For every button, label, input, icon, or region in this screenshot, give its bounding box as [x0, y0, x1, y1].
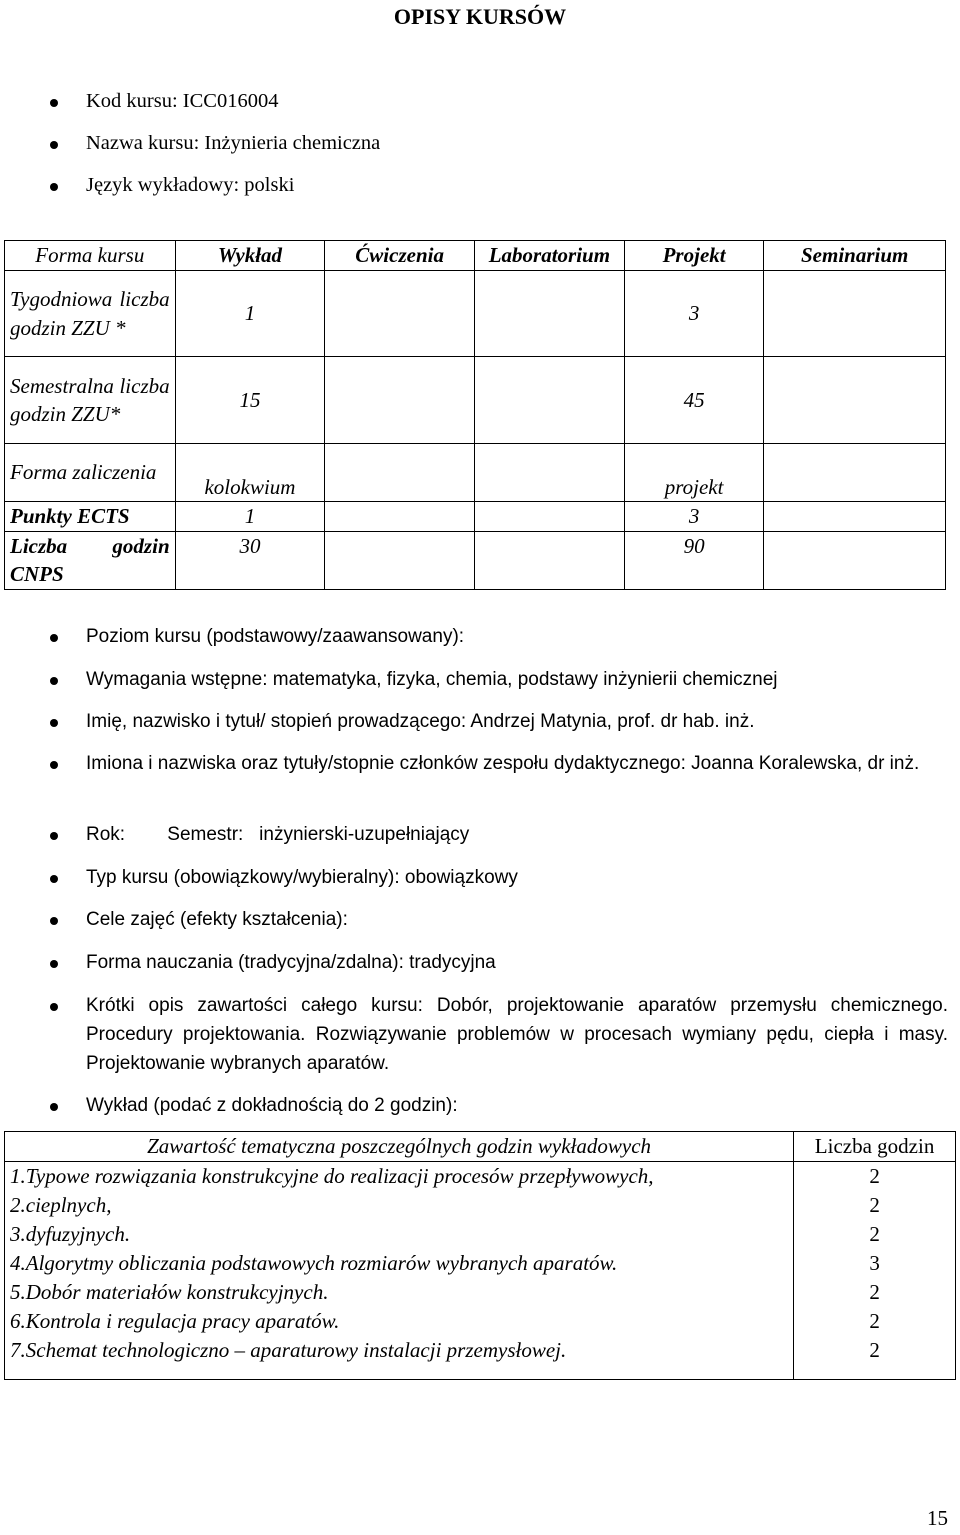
topic-item: 7.Schemat technologiczno – aparaturowy instalacji przemysłowej. [10, 1338, 567, 1362]
row-label: Semestralna liczba godzin ZZU* [5, 357, 176, 444]
column-header: Seminarium [764, 241, 946, 271]
hours-value: 2 [869, 1193, 880, 1217]
topic-item: 2.cieplnych, [10, 1193, 112, 1217]
table-cell [474, 502, 624, 532]
list-item: Język wykładowy: polski [50, 171, 948, 200]
list-item: Kod kursu: ICC016004 [50, 87, 948, 116]
list-item: Wymagania wstępne: matematyka, fizyka, chemia, podstawy inżynierii chemicznej [50, 665, 948, 694]
table-cell [325, 444, 475, 502]
table-cell [325, 357, 475, 444]
list-item: Wykład (podać z dokładnością do 2 godzin): [50, 1091, 948, 1120]
table-cell [474, 444, 624, 502]
bullet-icon [50, 761, 58, 769]
table-cell: 3 [624, 502, 764, 532]
column-header: Liczba godzin [794, 1132, 956, 1162]
hours-value: 2 [869, 1338, 880, 1362]
column-header: Projekt [624, 241, 764, 271]
table-cell [325, 531, 475, 589]
page-title: OPISY KURSÓW [393, 4, 567, 29]
table-row [5, 531, 946, 589]
topic-item: 5.Dobór materiałów konstrukcyjnych. [10, 1280, 329, 1304]
list-item: Poziom kursu (podstawowy/zaawansowany): [50, 622, 948, 651]
column-header: Wykład [175, 241, 325, 271]
topic-item: 3.dyfuzyjnych. [10, 1222, 131, 1246]
table-cell: 90 [624, 531, 764, 589]
table-cell [764, 531, 946, 589]
bullet-icon [50, 183, 58, 191]
list-item: Imię, nazwisko i tytuł/ stopień prowadzącego: Andrzej Matynia, prof. dr hab. inż. [50, 707, 948, 736]
table-cell [764, 444, 946, 502]
bullet-icon [50, 875, 58, 883]
table-cell [764, 271, 946, 357]
row-label: Liczba godzin CNPS [5, 531, 176, 589]
column-header: Ćwiczenia [325, 241, 475, 271]
table-cell: 15 [175, 357, 325, 444]
table-header-row [5, 241, 946, 271]
table-cell [474, 271, 624, 357]
column-header: Laboratorium [474, 241, 624, 271]
bullet-icon [50, 1103, 58, 1111]
bullet-icon [50, 719, 58, 727]
list-item: Nazwa kursu: Inżynieria chemiczna [50, 129, 948, 158]
table-row [5, 271, 946, 357]
bullet-icon [50, 634, 58, 642]
table-cell: 1 [175, 502, 325, 532]
table-header-row [5, 1132, 956, 1162]
table-cell: 30 [175, 531, 325, 589]
row-label: Forma zaliczenia [5, 444, 176, 502]
row-label: Punkty ECTS [5, 502, 176, 532]
row-label: Tygodniowa liczba godzin ZZU * [5, 271, 176, 357]
topic-item: 1.Typowe rozwiązania konstrukcyjne do realizacji procesów przepływowych, [10, 1164, 654, 1188]
table-row [5, 357, 946, 444]
table-cell: projekt [624, 444, 764, 502]
table-cell [764, 357, 946, 444]
hours-value: 2 [869, 1309, 880, 1333]
page-number: 15 [927, 1506, 948, 1530]
table-cell: 45 [624, 357, 764, 444]
list-item: Typ kursu (obowiązkowy/wybieralny): obowiązkowy [50, 863, 948, 892]
table-cell [764, 502, 946, 532]
table-cell: 1 [175, 271, 325, 357]
bullet-icon [50, 917, 58, 925]
hours-cell [794, 1162, 956, 1380]
table-row [5, 1162, 956, 1380]
course-hours-table [4, 240, 946, 590]
topic-item: 6.Kontrola i regulacja pracy aparatów. [10, 1309, 340, 1333]
hours-value: 2 [869, 1222, 880, 1246]
table-cell [474, 531, 624, 589]
table-cell [325, 502, 475, 532]
bullet-icon [50, 1003, 58, 1011]
table-cell [474, 357, 624, 444]
table-row [5, 444, 946, 502]
list-item: Rok: Semestr: inżynierski-uzupełniający [50, 820, 948, 849]
column-header: Zawartość tematyczna poszczególnych godzin wykładowych [5, 1132, 794, 1162]
table-cell: kolokwium [175, 444, 325, 502]
list-item: Cele zajęć (efekty kształcenia): [50, 905, 948, 934]
bullet-icon [50, 960, 58, 968]
hours-value: 2 [869, 1280, 880, 1304]
topics-cell [5, 1162, 794, 1380]
table-cell [325, 271, 475, 357]
bullet-icon [50, 99, 58, 107]
hours-value: 3 [869, 1251, 880, 1275]
table-cell: 3 [624, 271, 764, 357]
lecture-topics-table [4, 1131, 956, 1380]
list-item: Krótki opis zawartości całego kursu: Dobór, projektowanie aparatów przemysłu chemicznego. Procedury projektowania. Rozwiązywanie problemów w procesach wymiany pędu, ciepła i masy. Projektowanie wybranych aparatów. [50, 991, 948, 1078]
bullet-icon [50, 677, 58, 685]
hours-value: 2 [869, 1164, 880, 1188]
list-item: Forma nauczania (tradycyjna/zdalna): tradycyjna [50, 948, 948, 977]
bullet-icon [50, 832, 58, 840]
topic-item: 4.Algorytmy obliczania podstawowych rozmiarów wybranych aparatów. [10, 1251, 618, 1275]
table-row [5, 502, 946, 532]
bullet-icon [50, 141, 58, 149]
column-header: Forma kursu [5, 241, 176, 271]
list-item: Imiona i nazwiska oraz tytuły/stopnie członków zespołu dydaktycznego: Joanna Koralewska, dr inż. [50, 749, 948, 778]
